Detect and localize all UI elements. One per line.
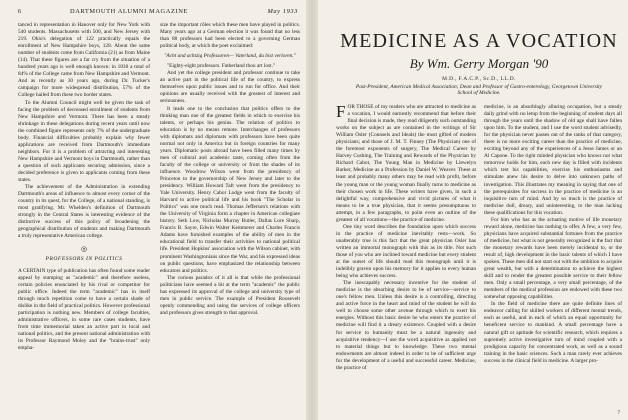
paragraph: One tiny word describes the foundation upon which success in the practice of medicine inevitably rests—work. So unalterably true is this fact that the great physician Osler has written an immortal monograph with this as its title. Not such those of you who are inclined toward medicine but every student at the outset of life should read this monograph until it is indelibly graven upon his memory for it applies to every human being who achieves success. [336, 223, 476, 280]
left-page [0, 0, 306, 420]
paragraph: The achievement of the Administration in extending Dartmouth's areas of influence to almost every corner of the country in its quest, for the College, of a national standing, is most gratifying. Mr. Whelden's definition of Dartmouth strongly in the Central States is interesting evidence of the distinctive success of this policy of broadening the geographical distribution of students and making Dartmouth a truly representative American college. [18, 184, 150, 240]
paragraph: It leads one to the conclusion that politics offers to the thinking man one of the greatest fields in which to exercise his talents, or perhaps his genius. The relation of politics to education is by no means remote. Interchanges of professors with diplomats and diplomats with professors have been quite normal not only in America but in foreign countries for many years. Diplomatic posts abroad have been filled many times by men of cultural and academic taste, coming often from the faculty of the college or university or from the shades of its influence. Woodrow Wilson went from the presidency of Princeton to the governorship of New Jersey and later to the presidency. William Howard Taft went from the presidency to Yale University. Henry Cabot Lodge went from the faculty of Harvard to active political life and his book "The Scholar in Politics" was one much read. Thomas Jefferson's relations with the University of Virginia form a chapter in American collegiate history. Seth Low, Nicholas Murray Butler, Dallas Lore Sharp, Francis B. Sayre, Edwin Walter Kemmerer and Charles Francis Adams have furnished examples of the ability of men in the educational field to transfer their activities to national political life. President Hopkins' association with the Wilson cabinet, with prominent Washingtonians since the War, and his expressed ideas on public questions, have emphasized the relationship between educators and politics. [160, 105, 300, 274]
page-number-right: 7 [617, 411, 620, 416]
section-ornament: ◎ [80, 245, 88, 254]
section-heading: PROFESSORS IN POLITICS [45, 255, 123, 262]
page-number: 6 [18, 8, 22, 15]
author-affiliation: Past-President, American Medical Association; Dean and Professor of Gastro-enterology, Georgetown University School of Medicine. [355, 84, 603, 97]
running-head [18, 8, 298, 18]
paragraph: A CERTAIN type of publication has often found some reader appeal by stamping as "academic" and therefore useless, certain policies enunciated by his rival or competitor for public office. Indeed the term "academic" has in itself through much repetition come to have a certain shade of dislike in the field of practical politics. However professional participation is nothing new. Members of college faculties, administrative officers, in some rare cases students, have from time immemorial taken an active part in local and national politics, and the present national administration with its Professor Raymond Moley and the "brains-trust" only empha- [18, 267, 150, 352]
paragraph: The curious paradox of it all is that while the professional politicians have seemed a bit at the term "academic" the public has expressed its approval of the college and university type of men in public service. The example of President Roosevelt openly commending and using the services of college officers and professors gives strength to that approval. [160, 274, 300, 316]
article-title: MEDICINE AS A VOCATION [340, 30, 618, 52]
paragraph: tanced in representation in Hanover only for New York with 540 students. Massachusetts with 500, and New Jersey with 219. Ohio's delegation of 122 practically equals the enrollment of New Hampshire boys, 128. About the same number of students come from California (21) as from Maine (14). That these figures are a far cry from the situation of a hundred years ago is well enough known: in 1830 a total of 84% of the College came from New Hampshire and Vermont. And as recently as 30 years ago, during Dr. Tucker's campaign for more widespread distribution, 57% of the College hailed from these two border states. [18, 22, 150, 99]
opening-paragraph [336, 104, 476, 224]
paragraph: And yet the college president and professor continue to take an active part in the political life of the country, to express themselves upon public issues and to run for office. And their opinions are usually received with the greatest of interest and seriousness. [160, 70, 300, 105]
page-gutter [306, 0, 318, 420]
author-credentials: M.D., F.A.C.P., Sc.D., LL.D. [442, 76, 516, 82]
paragraph: For him who has as the actuating motive of life monetary reward alone, medicine has nothing to offer. A few, a very few, physicians have acquired substantial fortunes from the practice of medicine, but what is not generally recognized is the fact that the monetary rewards have been merely incidental to, or the result of, high development in the basic talents of which I have spoken. These men did not start out with the ambition to acquire great wealth, but with a determination to achieve the highest skill and to render the greatest possible service to their fellow men. Only a small percentage, a very small percentage, of the members of the medical profession are endowed with these two somewhat opposing capabilities. [484, 216, 622, 301]
right-page [318, 0, 628, 420]
left-column-2 [160, 22, 300, 414]
paragraph: To the Alumni Council might well be given the task of facing the problem of decreased enrollment of students from New Hampshire and Vermont. There has been a steady shrinkage in these delegations during recent years until now the combined figure represents only 7% of the undergraduate body. Financial difficulties probably explain why fewer applications are received from Dartmouth's immediate neighbors. For it is a problem of attracting and interesting New Hampshire and Vermont boys in Dartmouth, rather than a question of such applicants securing admission, since a decided preference is given to applicants coming from these states. [18, 99, 150, 184]
right-column-1 [336, 104, 476, 414]
byline: By Wm. Gerry Morgan '90 [409, 56, 549, 71]
paragraph: In the field of medicine there are quite definite lines of endeavor calling for skilled workers of different mental trends, each as useful, and in each of which an equal opportunity for beneficent service to mankind. A small percentage have a natural gift or aptitude for scientific research, which requires a supremely active investigative turn of mind coupled with a prodigious capacity for concentrated work, as well as a sound training in the basic sciences. Such a man rarely ever achieves success in the clinical field in medicine. A larger pro- [484, 301, 622, 364]
paragraph: size the important rôles which these men have played in politics. Many years ago at a German election it was found that no less than 88 professors had been elected to a governing German political body, at which the poet exclaimed: [160, 22, 300, 50]
left-column-1 [18, 22, 150, 414]
drop-cap: F [336, 104, 346, 121]
opening-text: OR THOSE of my readers who are attracted to medicine as a vocation, I would earnestly recommend that before their final decision is made, they read diligently such outstanding works on the subject as are contained in the writings of Sir William Osler (Counsels and Ideals) the most gifted of modern physicians; and those of J. M. T. Finney (The Physician) one of the foremost exponents of surgery, The Medical Career by Harvey Cushing, The Training and Rewards of the Physician by Richard Cabot, The Young Man in Medicine by Llewelyn Barker, Medicine as a Profession by Daniel W. Weaver. These at least and probably many others may be read with profit, before the young man or the young woman finally turns to medicine as their chosen work in life. These writers have given, in such a delightful way, comprehensive and vivid pictures of what it means to be a true physician, that it seems presumptuous to attempt, in a few paragraphs, to point even an outline of the greatest of all vocations—the practice of medicine. [336, 104, 476, 223]
issue-date: May 1933 [267, 8, 298, 15]
quotation: "Acht und achtzig Professoren— Vaterland, du bist verloren." [164, 53, 296, 60]
paragraph: "Eighty-eight professors. Fatherland thou art lost." [167, 63, 276, 70]
magazine-title: DARTMOUTH ALUMNI MAGAZINE [70, 8, 188, 15]
paragraph: The inescapably necessary incentive for the student of medicine is the absorbing desire to be of service—service to one's fellow men. Unless this desire is a controlling, directing and active force in the heart and mind of the student he will do well to choose some other avenue through which to exert his energies. Without this basic desire he who enters the practice of medicine will find it a dreary existence. Coupled with a desire for service to humanity must be a natural ingenuity and acquisitive tendency—I use the word acquisitive as applied not to material things but to knowledge. These two mental endowments are almost indeed in order to be of sufficient urge for the development of a useful and successful career. Medicine, the practice of [336, 280, 476, 371]
right-column-2 [484, 104, 622, 414]
paragraph: medicine, is an absorbingly alluring occupation, but a steady daily grind with no letup from the beginning of student days all through the years until the shadow of old age shall have fallen upon him. To the student, and I use the word student advisedly, for the physician never passes out of the ranks of that category, there is no more exciting career than the practice of medicine, exciting beyond any of the experiences of a Jesse James or an Al Capone. To the right minded physician who knows not what tomorrow holds for him, each new day is filled with incidents which test his capabilities, exercise his enthusiasms and stimulate anew his desire to delve into unknown paths of investigation. This illustrates my meaning in saying that one of the prerequisites for success in the practice of medicine is an inquisitive turn of mind. And by so much is the practice of medicine dull, dreary, and uninteresting, to the man lacking these qualifications for this vocation. [484, 104, 622, 216]
